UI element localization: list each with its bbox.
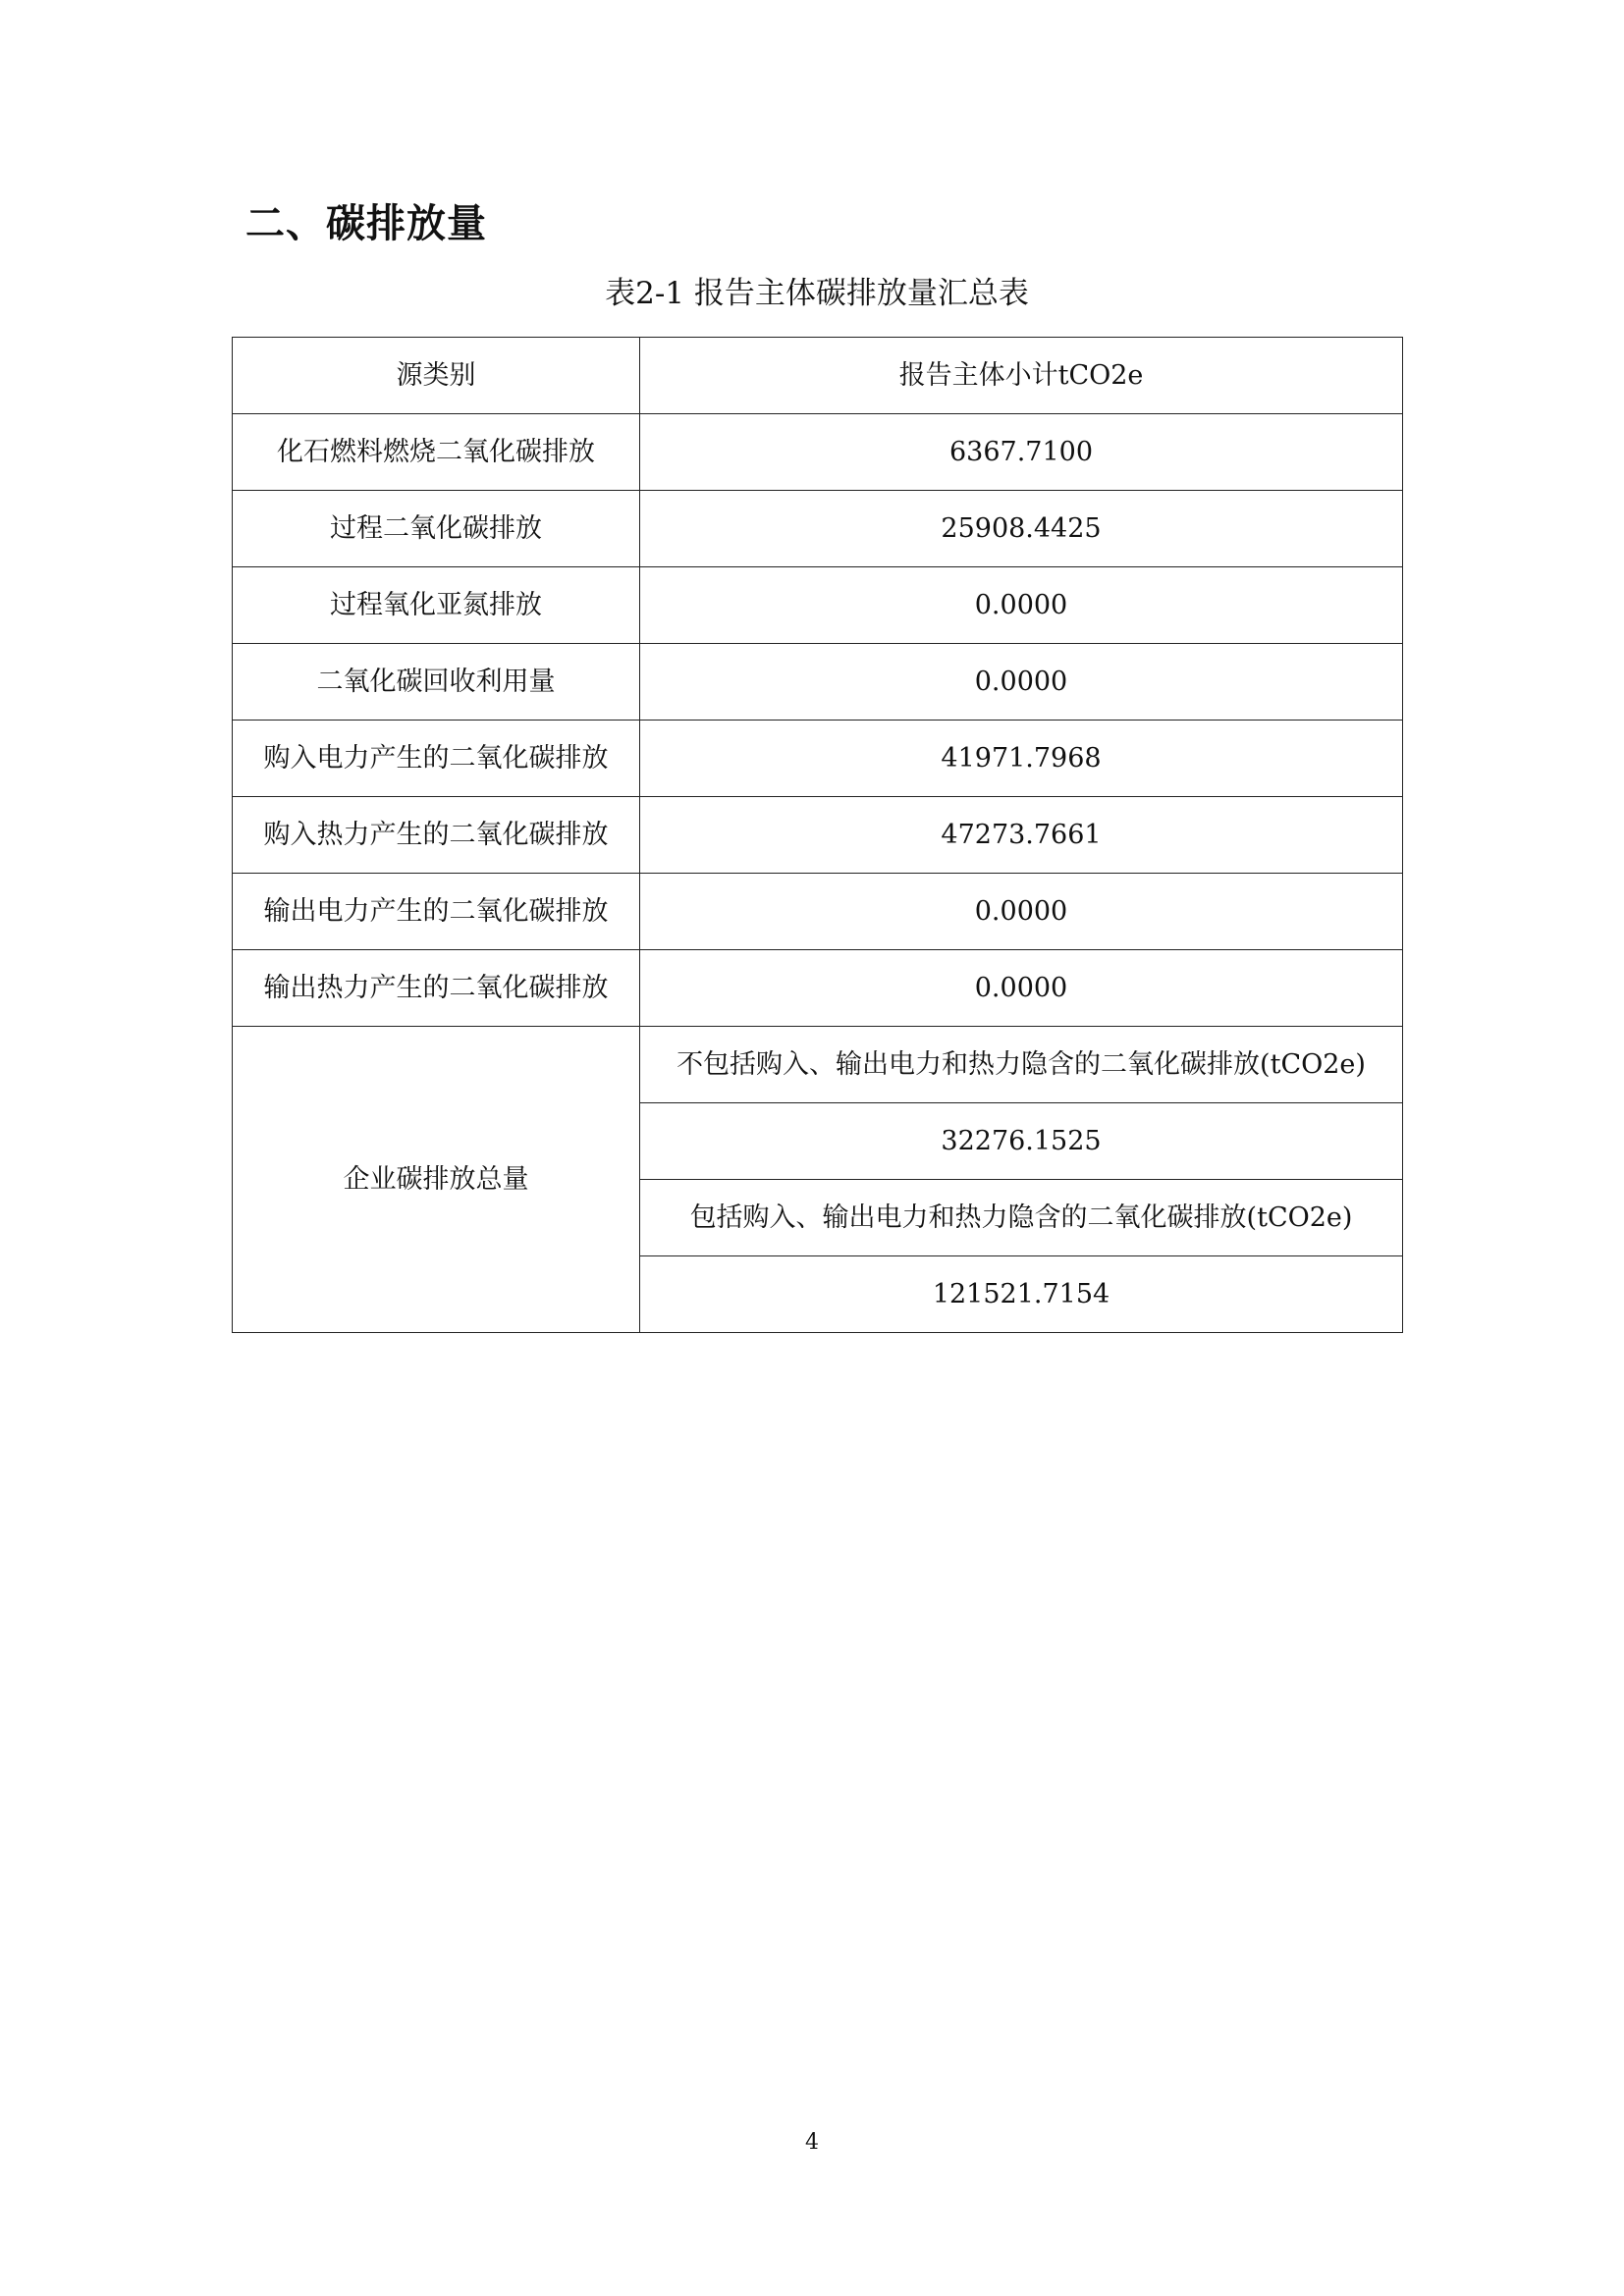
table-row <box>233 797 1403 874</box>
row-value: 6367.7100 <box>640 414 1403 491</box>
table-row <box>233 874 1403 950</box>
header-source-category: 源类别 <box>233 338 640 414</box>
row-source-label: 二氧化碳回收利用量 <box>233 644 640 721</box>
row-source-label: 过程氧化亚氮排放 <box>233 567 640 644</box>
total-emissions-label: 企业碳排放总量 <box>233 1027 640 1333</box>
total-excluding-value: 32276.1525 <box>640 1103 1403 1180</box>
row-value: 47273.7661 <box>640 797 1403 874</box>
row-value: 25908.4425 <box>640 491 1403 567</box>
row-source-label: 化石燃料燃烧二氧化碳排放 <box>233 414 640 491</box>
row-source-label: 购入热力产生的二氧化碳排放 <box>233 797 640 874</box>
table-caption: 表2-1 报告主体碳排放量汇总表 <box>605 276 1029 311</box>
total-including-label: 包括购入、输出电力和热力隐含的二氧化碳排放(tCO2e) <box>640 1180 1403 1256</box>
table-row <box>233 567 1403 644</box>
table-row <box>233 721 1403 797</box>
row-source-label: 输出电力产生的二氧化碳排放 <box>233 874 640 950</box>
row-source-label: 过程二氧化碳排放 <box>233 491 640 567</box>
table-row <box>233 491 1403 567</box>
table-header-row <box>233 338 1403 414</box>
emissions-summary-table <box>232 337 1403 1333</box>
table-row <box>233 644 1403 721</box>
row-value: 0.0000 <box>640 567 1403 644</box>
table-row <box>233 414 1403 491</box>
row-source-label: 购入电力产生的二氧化碳排放 <box>233 721 640 797</box>
total-row <box>233 1027 1403 1103</box>
total-including-value: 121521.7154 <box>640 1256 1403 1333</box>
row-value: 0.0000 <box>640 644 1403 721</box>
row-value: 0.0000 <box>640 950 1403 1027</box>
section-heading: 二、碳排放量 <box>245 201 487 246</box>
page-number: 4 <box>805 2130 819 2155</box>
table-row <box>233 950 1403 1027</box>
header-subtotal: 报告主体小计tCO2e <box>640 338 1403 414</box>
total-excluding-label: 不包括购入、输出电力和热力隐含的二氧化碳排放(tCO2e) <box>640 1027 1403 1103</box>
row-value: 41971.7968 <box>640 721 1403 797</box>
row-value: 0.0000 <box>640 874 1403 950</box>
row-source-label: 输出热力产生的二氧化碳排放 <box>233 950 640 1027</box>
